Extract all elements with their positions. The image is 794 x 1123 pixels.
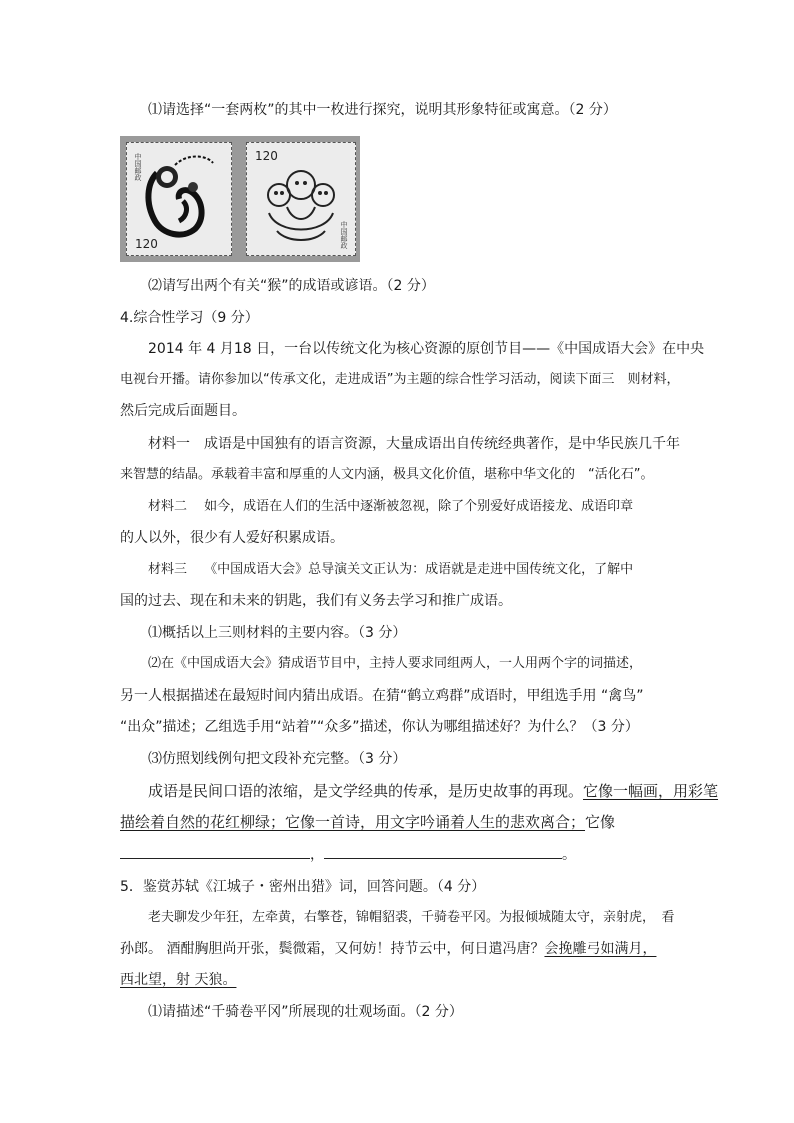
q5-title: 5．鉴赏苏轼《江城子・密州出猎》词，回答问题。（4 分） (120, 879, 486, 895)
poem-line3 (120, 970, 236, 990)
q4-part2-line2: 另一人根据描述在最短时间内猜出成语。在猜“鹤立鸡群”成语时，甲组选手用 “禽鸟” (120, 688, 644, 704)
q4-intro-line2: 电视台开播。请你参加以“传承文化，走进成语”为主题的综合性学习活动，阅读下面三 则材料， (120, 372, 680, 387)
poem-line3-underlined: 西北望，射 天狼。 (120, 972, 237, 988)
q5-part1: ⑴请描述“千骑卷平冈”所展现的壮观场面。（2 分） (148, 1004, 463, 1020)
stamp-monkey-family (246, 142, 356, 256)
material3-line2: 国的过去、现在和未来的钥匙，我们有义务去学习和推广成语。 (120, 593, 512, 609)
paragraph-line2-plain: 它像 (585, 813, 616, 831)
q4-part2-line3: “出众”描述；乙组选手用“站着”“众多”描述，你认为哪组描述好？为什么？（3 分） (120, 719, 639, 735)
blank-period: 。 (562, 847, 576, 863)
q4-title: 4.综合性学习（9 分） (120, 310, 259, 326)
poem-line2-underlined: 会挽雕弓如满月， (544, 941, 657, 957)
material2-line2: 的人以外，很少有人爱好积累成语。 (120, 530, 344, 546)
stamp-a-price: 120 (135, 237, 158, 251)
stamp-monkey-single (126, 142, 232, 256)
paragraph-line2-underlined: 描绘着自然的花红柳绿；它像一首诗，用文字吟诵着人生的悲欢离合； (120, 813, 586, 831)
q4-part2-line1: ⑵在《中国成语大会》猜成语节目中，主持人要求同组两人，一人用两个字的词描述， (148, 656, 643, 671)
material2-line1: 材料二 如今，成语在人们的生活中逐渐被忽视，除了个别爱好成语接龙、成语印章 (148, 499, 634, 514)
paragraph-line1-plain: 成语是民间口语的浓缩，是文学经典的传承，是历史故事的再现。 (148, 782, 584, 800)
q3-part1: ⑴请选择“一套两枚”的其中一枚进行探究，说明其形象特征或寓意。（2 分） (148, 102, 617, 118)
paragraph-line1 (148, 781, 718, 801)
stamp-b-post: 中国邮政 (340, 221, 348, 249)
q4-part1: ⑴概括以上三则材料的主要内容。（3 分） (148, 625, 407, 641)
material1-line2: 来智慧的结晶。承载着丰富和厚重的人文内涵，极具文化价值，堪称中华文化的 “活化石”。 (120, 467, 654, 482)
answer-blank-1[interactable] (120, 844, 310, 859)
stamp-a-post: 中国邮政 (134, 153, 142, 181)
q4-intro-line3: 然后完成后面题目。 (120, 403, 246, 419)
q4-intro-line1: 2014 年 4 月18 日，一台以传统文化为核心资源的原创节目——《中国成语大会》在中央 (148, 341, 705, 357)
blank-comma: ， (310, 847, 324, 863)
q4-part3: ⑶仿照划线例句把文段补充完整。（3 分） (148, 751, 407, 767)
paragraph-line1-underlined: 它像一幅画，用彩笔 (583, 782, 719, 800)
fill-in-line (120, 844, 576, 865)
poem-line2-plain: 孙郎。 酒酣胸胆尚开张，鬓微霜，又何妨！持节云中，何日遣冯唐？ (120, 941, 545, 957)
monkey-stamps-image (120, 136, 360, 262)
poem-line2 (120, 939, 656, 959)
answer-blank-2[interactable] (324, 844, 562, 859)
q3-part2: ⑵请写出两个有关“猴”的成语或谚语。（2 分） (148, 278, 435, 294)
poem-line1: 老夫聊发少年狂，左牵黄，右擎苍，锦帽貂裘，千骑卷平冈。为报倾城随太守，亲射虎， 看 (148, 910, 675, 925)
stamp-b-price: 120 (255, 149, 278, 163)
material3-line1: 材料三 《中国成语大会》总导演关文正认为：成语就是走进中国传统文化，了解中 (148, 562, 634, 577)
paragraph-line2 (120, 812, 615, 832)
material1-line1: 材料一 成语是中国独有的语言资源，大量成语出自传统经典著作，是中华民族几千年 (148, 436, 680, 452)
